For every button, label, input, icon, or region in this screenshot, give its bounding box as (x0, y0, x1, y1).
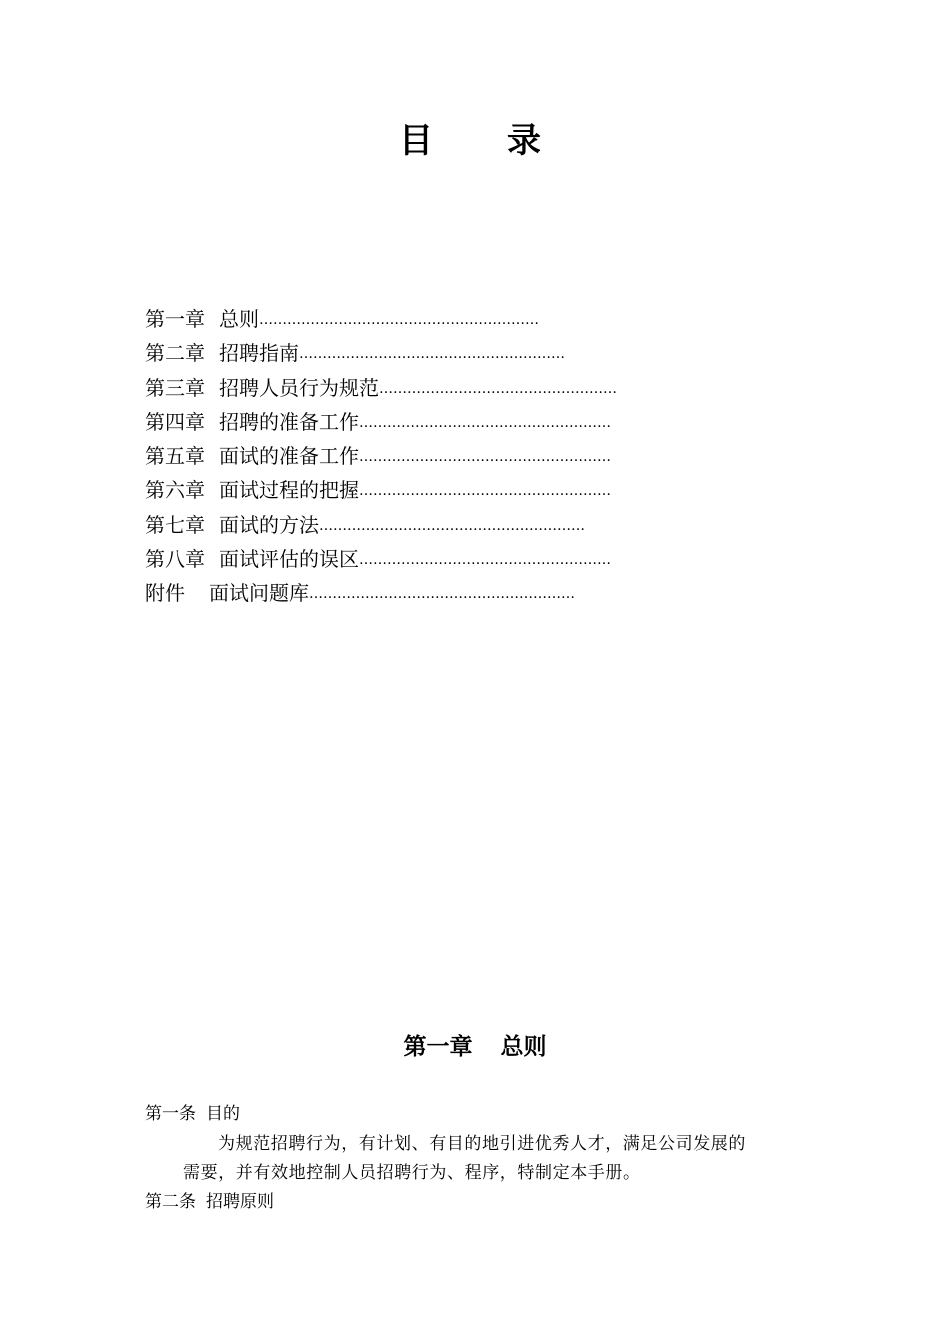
paragraph-line: 需要，并有效地控制人员招聘行为、程序，特制定本手册。 (183, 1163, 641, 1183)
toc-leader-dots: ……………………………………………… (359, 449, 611, 466)
toc-leader-dots: ………………………………………………… (319, 517, 585, 534)
toc-entry[interactable] (145, 405, 745, 439)
toc-chapter-number: 第二章 (145, 341, 205, 366)
toc-leader-dots: ………………………………………………… (299, 346, 565, 363)
toc-entry[interactable] (145, 439, 745, 473)
chapter-title: 总则 (500, 1034, 547, 1060)
toc-leader-dots: …………………………………………………… (259, 312, 539, 328)
toc-entry[interactable] (145, 508, 745, 542)
toc-chapter-number: 附件 (145, 581, 185, 606)
toc-leader-dots: ………………………………………………… (309, 586, 575, 603)
toc-entry[interactable] (145, 542, 745, 576)
toc-entry[interactable] (145, 371, 745, 405)
toc-chapter-number: 第四章 (145, 409, 205, 434)
toc-chapter-title: 面试问题库 (209, 581, 309, 606)
toc-chapter-number: 第六章 (145, 478, 205, 503)
toc-chapter-number: 第八章 (145, 547, 205, 572)
article-title: 招聘原则 (206, 1192, 274, 1212)
toc-chapter-title: 招聘指南 (219, 341, 299, 366)
toc-chapter-title: 面试的准备工作 (219, 444, 359, 469)
toc-chapter-title: 面试的方法 (219, 512, 319, 537)
toc-entry[interactable] (145, 302, 745, 336)
toc-entry[interactable] (145, 336, 745, 370)
toc-chapter-title: 招聘的准备工作 (219, 409, 359, 434)
toc-entry[interactable] (145, 576, 745, 610)
toc-chapter-title: 面试评估的误区 (219, 547, 359, 572)
paragraph-line: 为规范招聘行为，有计划、有目的地引进优秀人才，满足公司发展的 (218, 1134, 746, 1154)
toc-entry[interactable] (145, 473, 745, 507)
toc-chapter-title: 总则 (219, 307, 259, 331)
toc-chapter-number: 第三章 (145, 375, 205, 400)
toc-list (145, 302, 745, 611)
toc-chapter-title: 面试过程的把握 (219, 478, 359, 503)
chapter-number: 第一章 (403, 1034, 473, 1060)
toc-leader-dots: ……………………………………………… (359, 414, 611, 431)
article-heading (145, 1189, 274, 1215)
toc-leader-dots: ……………………………………………… (359, 552, 611, 569)
toc-leader-dots: …………………………………………… (379, 380, 617, 397)
toc-chapter-number: 第五章 (145, 444, 205, 469)
chapter-heading (0, 1030, 950, 1064)
toc-title: 目 录 (399, 121, 561, 161)
article-title: 目的 (206, 1104, 240, 1124)
article-heading (145, 1101, 240, 1127)
toc-chapter-title: 招聘人员行为规范 (219, 375, 379, 400)
toc-chapter-number: 第一章 (145, 307, 205, 331)
toc-chapter-number: 第七章 (145, 512, 205, 537)
toc-leader-dots: ……………………………………………… (359, 483, 611, 500)
article-number: 第二条 (145, 1192, 196, 1212)
article-number: 第一条 (145, 1104, 196, 1124)
